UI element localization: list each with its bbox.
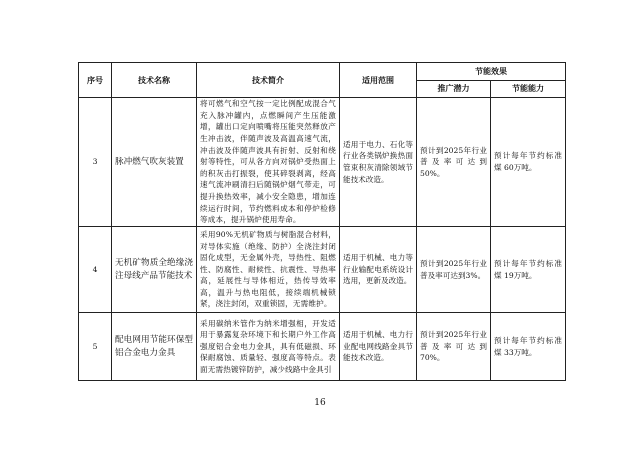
row-seq: 4 <box>79 227 112 313</box>
row-scope: 适用于电力、石化等行业各类锅炉换热面管束积灰清除领域节能技术改造。 <box>340 98 417 227</box>
row-promotion: 预计到2025年行业普及率可达到50%。 <box>417 98 491 227</box>
table-row <box>79 227 566 313</box>
row-tech-intro: 采用90%无机矿物质与树脂混合材料，对导体实施（绝缘、防护）全浇注封闭固化成型，无金属外壳，导热性、阻燃性、防腐性、耐候性、抗震性、导热率高，延展性与导体相近，热传导效率高，温升与热电阻低，接续端机械锁紧，浇注封闭，双重锁固，无需维护。 <box>197 227 340 313</box>
technology-table <box>78 62 566 381</box>
header-promotion: 推广潜力 <box>417 80 491 98</box>
row-tech-intro: 将可燃气和空气按一定比例配成混合气充入脉冲罐内，点燃瞬间产生压能激增，罐出口定向喷嘴将压能突然释放产生冲击波，伴随声波及高温高速气流，冲击波及伴随声波具有折射、反射和绕射等特性，可从各方向对锅炉受热面上的积灰击打振裂，使其碎裂剥离，经高速气流冲刷清扫后随锅炉烟气带走，可提升换热效率，减小安全隐患，增加连续运行时间，节约燃料成本和停炉检修等成本，提升锅炉使用寿命。 <box>197 98 340 227</box>
row-tech-name: 配电网用节能环保型铝合金电力金具 <box>112 313 197 381</box>
row-capacity: 预计每年节约标准煤 60万吨。 <box>491 98 566 227</box>
row-seq: 3 <box>79 98 112 227</box>
row-scope: 适用于机械、电力行业配电网线路金具节能技术改造。 <box>340 313 417 381</box>
table-row <box>79 98 566 227</box>
row-capacity: 预计每年节约标准煤 19万吨。 <box>491 227 566 313</box>
header-scope: 适用范围 <box>340 63 417 98</box>
row-tech-name: 无机矿物质全绝缘浇注母线产品节能技术 <box>112 227 197 313</box>
row-scope: 适用于机械、电力等行业输配电系统设计选用，更新及改造。 <box>340 227 417 313</box>
row-promotion: 预计到2025年行业普及率可达到70%。 <box>417 313 491 381</box>
header-name: 技术名称 <box>112 63 197 98</box>
row-seq: 5 <box>79 313 112 381</box>
row-tech-intro: 采用碳纳米管作为纳米增强相，开发适用于暴露复杂环境下和长期户外工作高强度铝合金电力金具，具有低磁损、环保耐腐蚀、质量轻、强度高等特点。表面无需热镀锌防护，减少线路中金具引 <box>197 313 340 381</box>
row-capacity: 预计每年节约标准煤 33万吨。 <box>491 313 566 381</box>
header-intro: 技术简介 <box>197 63 340 98</box>
page-number: 16 <box>314 398 326 408</box>
row-promotion: 预计到2025年行业普及率可达到3%。 <box>417 227 491 313</box>
header-seq: 序号 <box>79 63 112 98</box>
header-effect: 节能效果 <box>417 63 566 81</box>
header-capacity: 节能能力 <box>491 80 566 98</box>
table-row <box>79 313 566 381</box>
row-tech-name: 脉冲燃气吹灰装置 <box>112 98 197 227</box>
